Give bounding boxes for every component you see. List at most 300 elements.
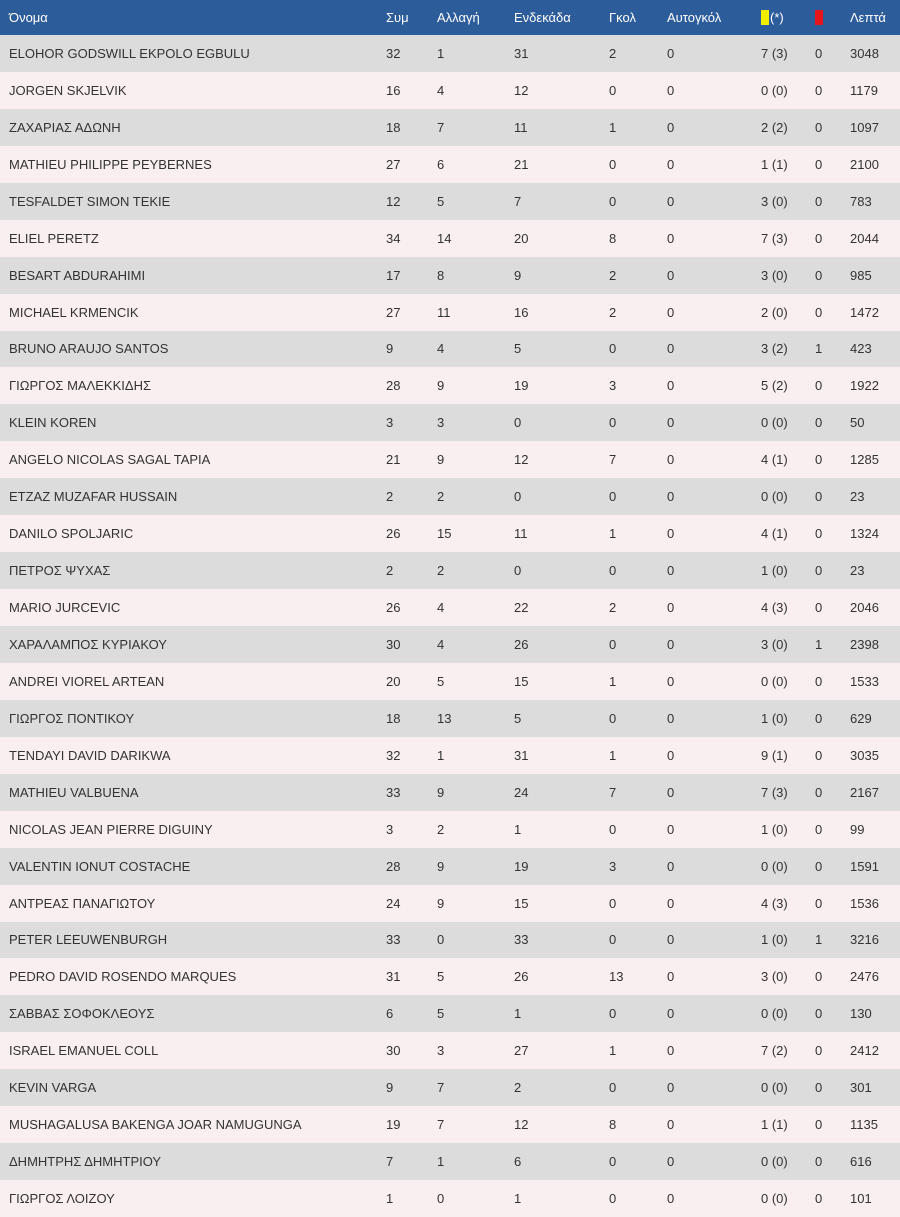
- cell-own-goals: 0: [667, 563, 675, 579]
- cell-minutes: 99: [850, 821, 865, 837]
- cell-apps: 3: [386, 821, 394, 837]
- cell-minutes: 1285: [850, 452, 879, 468]
- cell-name[interactable]: MARIO JURCEVIC: [9, 600, 121, 616]
- cell-own-goals: 0: [667, 45, 675, 61]
- cell-apps: 32: [386, 747, 401, 763]
- cell-own-goals: 0: [667, 1154, 675, 1170]
- cell-subs: 9: [437, 452, 445, 468]
- cell-name[interactable]: MATHIEU VALBUENA: [9, 784, 139, 800]
- cell-own-goals: 0: [667, 230, 675, 246]
- cell-goals: 8: [609, 1117, 617, 1133]
- table-row: [0, 220, 900, 257]
- cell-starts: 11: [514, 119, 528, 135]
- cell-yellow: 1 (1): [761, 1117, 788, 1133]
- cell-apps: 28: [386, 858, 401, 874]
- cell-starts: 33: [514, 932, 529, 948]
- cell-goals: 0: [609, 415, 617, 431]
- table-row: [0, 72, 900, 109]
- cell-minutes: 629: [850, 710, 872, 726]
- cell-starts: 26: [514, 636, 529, 652]
- cell-name[interactable]: ISRAEL EMANUEL COLL: [9, 1043, 159, 1059]
- cell-red: 0: [815, 710, 823, 726]
- cell-apps: 2: [386, 563, 394, 579]
- header-yellow-suffix: (*): [770, 10, 784, 25]
- cell-own-goals: 0: [667, 489, 675, 505]
- header-minutes[interactable]: Λεπτά: [850, 10, 886, 25]
- cell-yellow: 0 (0): [761, 1080, 788, 1096]
- table-row: [0, 737, 900, 774]
- cell-red: 0: [815, 526, 823, 542]
- cell-own-goals: 0: [667, 378, 675, 394]
- cell-subs: 6: [437, 156, 445, 172]
- cell-name[interactable]: ΠΕΤΡΟΣ ΨΥΧΑΣ: [9, 563, 111, 579]
- table-body: [0, 35, 900, 1217]
- cell-starts: 7: [514, 193, 522, 209]
- cell-name[interactable]: NICOLAS JEAN PIERRE DIGUINY: [9, 821, 213, 837]
- cell-red: 0: [815, 156, 823, 172]
- cell-apps: 26: [386, 526, 401, 542]
- cell-own-goals: 0: [667, 304, 675, 320]
- cell-subs: 7: [437, 1080, 445, 1096]
- cell-yellow: 7 (3): [761, 784, 788, 800]
- cell-goals: 1: [609, 673, 617, 689]
- cell-yellow: 1 (0): [761, 563, 788, 579]
- cell-goals: 2: [609, 267, 617, 283]
- cell-red: 0: [815, 895, 823, 911]
- cell-own-goals: 0: [667, 415, 675, 431]
- cell-subs: 5: [437, 969, 445, 985]
- cell-starts: 0: [514, 489, 522, 505]
- cell-yellow: 3 (0): [761, 267, 788, 283]
- cell-minutes: 2046: [850, 600, 879, 616]
- cell-red: 0: [815, 1154, 823, 1170]
- cell-starts: 19: [514, 858, 529, 874]
- cell-name[interactable]: BRUNO ARAUJO SANTOS: [9, 341, 169, 357]
- cell-starts: 12: [514, 1117, 529, 1133]
- cell-apps: 30: [386, 1043, 401, 1059]
- header-red-cards[interactable]: [815, 0, 850, 35]
- cell-goals: 0: [609, 156, 617, 172]
- cell-own-goals: 0: [667, 452, 675, 468]
- cell-apps: 34: [386, 230, 401, 246]
- table-row: [0, 367, 900, 404]
- table-row: [0, 1032, 900, 1069]
- cell-goals: 13: [609, 969, 624, 985]
- cell-name[interactable]: BESART ABDURAHIMI: [9, 267, 146, 283]
- cell-name[interactable]: DANILO SPOLJARIC: [9, 526, 134, 542]
- cell-apps: 1: [386, 1191, 394, 1207]
- header-subs[interactable]: Αλλαγή: [437, 10, 480, 25]
- cell-name[interactable]: PEDRO DAVID ROSENDO MARQUES: [9, 969, 237, 985]
- cell-yellow: 0 (0): [761, 1191, 788, 1207]
- cell-name[interactable]: ΧΑΡΑΛΑΜΠΟΣ ΚΥΡΙΑΚΟΥ: [9, 636, 167, 652]
- cell-goals: 0: [609, 1191, 617, 1207]
- cell-red: 0: [815, 821, 823, 837]
- cell-red: 0: [815, 1117, 823, 1133]
- cell-starts: 6: [514, 1154, 522, 1170]
- cell-yellow: 3 (0): [761, 636, 788, 652]
- cell-minutes: 23: [850, 563, 865, 579]
- table-row: [0, 515, 900, 552]
- cell-yellow: 7 (3): [761, 230, 788, 246]
- cell-yellow: 4 (3): [761, 600, 788, 616]
- cell-starts: 16: [514, 304, 529, 320]
- cell-starts: 12: [514, 452, 529, 468]
- cell-name[interactable]: TESFALDET SIMON TEKIE: [9, 193, 171, 209]
- cell-red: 0: [815, 858, 823, 874]
- cell-own-goals: 0: [667, 932, 675, 948]
- cell-yellow: 4 (3): [761, 895, 788, 911]
- cell-starts: 21: [514, 156, 529, 172]
- cell-starts: 31: [514, 747, 529, 763]
- cell-yellow: 2 (0): [761, 304, 788, 320]
- cell-own-goals: 0: [667, 969, 675, 985]
- cell-minutes: 1533: [850, 673, 879, 689]
- cell-minutes: 3216: [850, 932, 879, 948]
- cell-name[interactable]: ΓΙΩΡΓΟΣ ΛΟΙΖΟΥ: [9, 1191, 115, 1207]
- table-row: [0, 35, 900, 72]
- cell-starts: 0: [514, 415, 522, 431]
- cell-yellow: 9 (1): [761, 747, 788, 763]
- cell-starts: 1: [514, 1006, 522, 1022]
- cell-name[interactable]: ΔΗΜΗΤΡΗΣ ΔΗΜΗΤΡΙΟΥ: [9, 1154, 162, 1170]
- cell-yellow: 5 (2): [761, 378, 788, 394]
- table-row: [0, 885, 900, 922]
- cell-subs: 9: [437, 784, 445, 800]
- cell-minutes: 1097: [850, 119, 879, 135]
- cell-name[interactable]: PETER LEEUWENBURGH: [9, 932, 168, 948]
- header-starts[interactable]: Ενδεκάδα: [514, 10, 571, 25]
- cell-goals: 8: [609, 230, 617, 246]
- cell-minutes: 1179: [850, 82, 878, 98]
- cell-minutes: 2398: [850, 636, 879, 652]
- cell-goals: 0: [609, 341, 617, 357]
- table-row: [0, 404, 900, 441]
- cell-subs: 9: [437, 895, 445, 911]
- cell-apps: 28: [386, 378, 401, 394]
- cell-goals: 0: [609, 1006, 617, 1022]
- cell-goals: 0: [609, 1154, 617, 1170]
- cell-apps: 24: [386, 895, 401, 911]
- cell-subs: 1: [437, 1154, 445, 1170]
- table-header-row: [0, 0, 900, 35]
- cell-minutes: 2476: [850, 969, 879, 985]
- cell-subs: 15: [437, 526, 452, 542]
- table-row: [0, 626, 900, 663]
- cell-apps: 19: [386, 1117, 401, 1133]
- cell-red: 0: [815, 193, 823, 209]
- cell-name[interactable]: ANDREI VIOREL ARTEAN: [9, 673, 165, 689]
- cell-starts: 22: [514, 600, 529, 616]
- cell-name[interactable]: ELIEL PERETZ: [9, 230, 99, 246]
- table-row: [0, 922, 900, 959]
- cell-minutes: 616: [850, 1154, 872, 1170]
- table-row: [0, 1069, 900, 1106]
- table-row: [0, 146, 900, 183]
- header-yellow-cards[interactable]: [761, 0, 815, 35]
- header-own-goals[interactable]: Αυτογκόλ: [667, 10, 722, 25]
- cell-minutes: 1922: [850, 378, 879, 394]
- cell-apps: 2: [386, 489, 394, 505]
- table-row: [0, 848, 900, 885]
- cell-yellow: 3 (2): [761, 341, 788, 357]
- cell-minutes: 130: [850, 1006, 872, 1022]
- cell-goals: 0: [609, 193, 617, 209]
- cell-goals: 1: [609, 119, 617, 135]
- cell-apps: 33: [386, 932, 401, 948]
- cell-name[interactable]: MUSHAGALUSA BAKENGA JOAR NAMUGUNGA: [9, 1117, 302, 1133]
- cell-starts: 0: [514, 563, 522, 579]
- cell-yellow: 0 (0): [761, 1006, 788, 1022]
- cell-yellow: 1 (0): [761, 710, 788, 726]
- cell-starts: 5: [514, 341, 522, 357]
- cell-starts: 9: [514, 267, 522, 283]
- cell-goals: 0: [609, 636, 617, 652]
- header-goals[interactable]: Γκολ: [609, 10, 636, 25]
- cell-subs: 5: [437, 1006, 445, 1022]
- cell-name[interactable]: MICHAEL KRMENCIK: [9, 304, 139, 320]
- cell-red: 1: [815, 636, 823, 652]
- cell-name[interactable]: ΓΙΩΡΓΟΣ ΜΑΛΕΚΚΙΔΗΣ: [9, 378, 151, 394]
- cell-goals: 0: [609, 1080, 617, 1096]
- table-row: [0, 1143, 900, 1180]
- cell-red: 0: [815, 452, 823, 468]
- cell-name[interactable]: JORGEN SKJELVIK: [9, 82, 127, 98]
- cell-subs: 8: [437, 267, 445, 283]
- cell-apps: 9: [386, 341, 394, 357]
- cell-goals: 1: [609, 747, 617, 763]
- cell-apps: 27: [386, 156, 401, 172]
- cell-apps: 9: [386, 1080, 394, 1096]
- cell-own-goals: 0: [667, 119, 675, 135]
- red-card-icon: [815, 10, 823, 25]
- cell-red: 0: [815, 267, 823, 283]
- cell-subs: 9: [437, 378, 445, 394]
- cell-minutes: 1472: [850, 304, 879, 320]
- cell-own-goals: 0: [667, 1080, 675, 1096]
- cell-own-goals: 0: [667, 673, 675, 689]
- cell-minutes: 301: [850, 1080, 872, 1096]
- cell-starts: 31: [514, 45, 529, 61]
- cell-red: 0: [815, 378, 823, 394]
- cell-name[interactable]: ΑΝΤΡΕΑΣ ΠΑΝΑΓΙΩΤΟΥ: [9, 895, 156, 911]
- cell-red: 0: [815, 1043, 823, 1059]
- cell-goals: 1: [609, 1043, 617, 1059]
- cell-name[interactable]: KEVIN VARGA: [9, 1080, 97, 1096]
- cell-minutes: 3035: [850, 747, 879, 763]
- cell-goals: 1: [609, 526, 617, 542]
- cell-subs: 0: [437, 1191, 445, 1207]
- table-row: [0, 958, 900, 995]
- cell-own-goals: 0: [667, 193, 675, 209]
- cell-minutes: 1591: [850, 858, 879, 874]
- cell-name[interactable]: MATHIEU PHILIPPE PEYBERNES: [9, 156, 212, 172]
- cell-own-goals: 0: [667, 341, 675, 357]
- cell-red: 0: [815, 747, 823, 763]
- cell-name[interactable]: ΣΑΒΒΑΣ ΣΟΦΟΚΛΕΟΥΣ: [9, 1006, 155, 1022]
- cell-subs: 2: [437, 821, 445, 837]
- table-row: [0, 663, 900, 700]
- cell-own-goals: 0: [667, 600, 675, 616]
- cell-minutes: 1135: [850, 1117, 878, 1133]
- cell-goals: 3: [609, 858, 617, 874]
- cell-starts: 24: [514, 784, 529, 800]
- cell-own-goals: 0: [667, 1191, 675, 1207]
- cell-yellow: 2 (2): [761, 119, 788, 135]
- cell-starts: 2: [514, 1080, 522, 1096]
- cell-goals: 0: [609, 895, 617, 911]
- cell-red: 0: [815, 119, 823, 135]
- cell-yellow: 1 (1): [761, 156, 788, 172]
- cell-subs: 7: [437, 119, 445, 135]
- cell-own-goals: 0: [667, 710, 675, 726]
- cell-starts: 19: [514, 378, 529, 394]
- cell-apps: 16: [386, 82, 401, 98]
- cell-minutes: 1536: [850, 895, 879, 911]
- cell-name[interactable]: VALENTIN IONUT COSTACHE: [9, 858, 191, 874]
- cell-red: 0: [815, 1080, 823, 1096]
- cell-goals: 2: [609, 45, 617, 61]
- cell-name[interactable]: TENDAYI DAVID DARIKWA: [9, 747, 171, 763]
- cell-subs: 1: [437, 747, 445, 763]
- cell-goals: 2: [609, 304, 617, 320]
- cell-minutes: 423: [850, 341, 872, 357]
- table-row: [0, 441, 900, 478]
- cell-goals: 0: [609, 563, 617, 579]
- cell-subs: 11: [437, 304, 451, 320]
- cell-starts: 27: [514, 1043, 529, 1059]
- table-row: [0, 331, 900, 368]
- cell-apps: 17: [386, 267, 401, 283]
- cell-subs: 7: [437, 1117, 445, 1133]
- cell-own-goals: 0: [667, 1043, 675, 1059]
- cell-yellow: 4 (1): [761, 526, 788, 542]
- cell-subs: 4: [437, 636, 445, 652]
- cell-name[interactable]: ANGELO NICOLAS SAGAL TAPIA: [9, 452, 211, 468]
- cell-subs: 3: [437, 415, 445, 431]
- cell-minutes: 985: [850, 267, 872, 283]
- cell-own-goals: 0: [667, 895, 675, 911]
- cell-minutes: 2167: [850, 784, 879, 800]
- cell-apps: 27: [386, 304, 401, 320]
- cell-starts: 5: [514, 710, 522, 726]
- table-row: [0, 589, 900, 626]
- cell-own-goals: 0: [667, 526, 675, 542]
- cell-yellow: 1 (0): [761, 821, 788, 837]
- cell-own-goals: 0: [667, 784, 675, 800]
- cell-name[interactable]: KLEIN KOREN: [9, 415, 97, 431]
- cell-starts: 15: [514, 673, 529, 689]
- cell-name[interactable]: ELOHOR GODSWILL EKPOLO EGBULU: [9, 45, 250, 61]
- cell-apps: 3: [386, 415, 394, 431]
- table-row: [0, 257, 900, 294]
- cell-goals: 0: [609, 82, 617, 98]
- header-apps[interactable]: Συμ: [386, 10, 409, 25]
- cell-starts: 26: [514, 969, 529, 985]
- cell-red: 0: [815, 1191, 823, 1207]
- cell-minutes: 50: [850, 415, 865, 431]
- cell-subs: 14: [437, 230, 452, 246]
- cell-apps: 32: [386, 45, 401, 61]
- cell-apps: 18: [386, 710, 401, 726]
- cell-apps: 7: [386, 1154, 394, 1170]
- cell-goals: 7: [609, 784, 617, 800]
- cell-goals: 0: [609, 932, 617, 948]
- cell-subs: 2: [437, 489, 445, 505]
- cell-own-goals: 0: [667, 82, 675, 98]
- table-row: [0, 1106, 900, 1143]
- cell-yellow: 0 (0): [761, 1154, 788, 1170]
- cell-yellow: 4 (1): [761, 452, 788, 468]
- table-row: [0, 811, 900, 848]
- cell-minutes: 23: [850, 489, 865, 505]
- header-name[interactable]: Όνομα: [9, 10, 48, 25]
- table-row: [0, 552, 900, 589]
- cell-red: 0: [815, 230, 823, 246]
- table-row: [0, 478, 900, 515]
- cell-own-goals: 0: [667, 747, 675, 763]
- cell-subs: 5: [437, 673, 445, 689]
- cell-goals: 0: [609, 821, 617, 837]
- cell-starts: 1: [514, 821, 522, 837]
- cell-red: 0: [815, 415, 823, 431]
- cell-own-goals: 0: [667, 156, 675, 172]
- cell-yellow: 1 (0): [761, 932, 788, 948]
- cell-red: 0: [815, 82, 823, 98]
- cell-subs: 1: [437, 45, 445, 61]
- cell-red: 1: [815, 932, 823, 948]
- cell-subs: 4: [437, 600, 445, 616]
- cell-red: 0: [815, 563, 823, 579]
- cell-apps: 18: [386, 119, 401, 135]
- cell-starts: 20: [514, 230, 529, 246]
- cell-apps: 30: [386, 636, 401, 652]
- cell-red: 1: [815, 341, 823, 357]
- cell-own-goals: 0: [667, 1117, 675, 1133]
- table-row: [0, 109, 900, 146]
- yellow-card-icon: [761, 10, 769, 25]
- cell-red: 0: [815, 1006, 823, 1022]
- cell-goals: 2: [609, 600, 617, 616]
- cell-subs: 5: [437, 193, 445, 209]
- cell-apps: 26: [386, 600, 401, 616]
- cell-yellow: 0 (0): [761, 415, 788, 431]
- cell-starts: 1: [514, 1191, 522, 1207]
- cell-name[interactable]: ΓΙΩΡΓΟΣ ΠΟΝΤΙΚΟΥ: [9, 710, 135, 726]
- cell-minutes: 2412: [850, 1043, 879, 1059]
- cell-yellow: 7 (2): [761, 1043, 788, 1059]
- cell-goals: 3: [609, 378, 617, 394]
- cell-name[interactable]: ETZAZ MUZAFAR HUSSAIN: [9, 489, 178, 505]
- cell-name[interactable]: ΖΑΧΑΡΙΑΣ ΑΔΩΝΗ: [9, 119, 121, 135]
- cell-red: 0: [815, 969, 823, 985]
- cell-apps: 33: [386, 784, 401, 800]
- cell-subs: 13: [437, 710, 452, 726]
- cell-subs: 2: [437, 563, 445, 579]
- table-row: [0, 183, 900, 220]
- cell-starts: 11: [514, 526, 528, 542]
- cell-goals: 0: [609, 710, 617, 726]
- cell-minutes: 2100: [850, 156, 879, 172]
- cell-own-goals: 0: [667, 636, 675, 652]
- cell-red: 0: [815, 784, 823, 800]
- cell-red: 0: [815, 489, 823, 505]
- cell-subs: 4: [437, 341, 445, 357]
- table-row: [0, 995, 900, 1032]
- cell-yellow: 0 (0): [761, 858, 788, 874]
- cell-yellow: 0 (0): [761, 82, 788, 98]
- cell-minutes: 783: [850, 193, 872, 209]
